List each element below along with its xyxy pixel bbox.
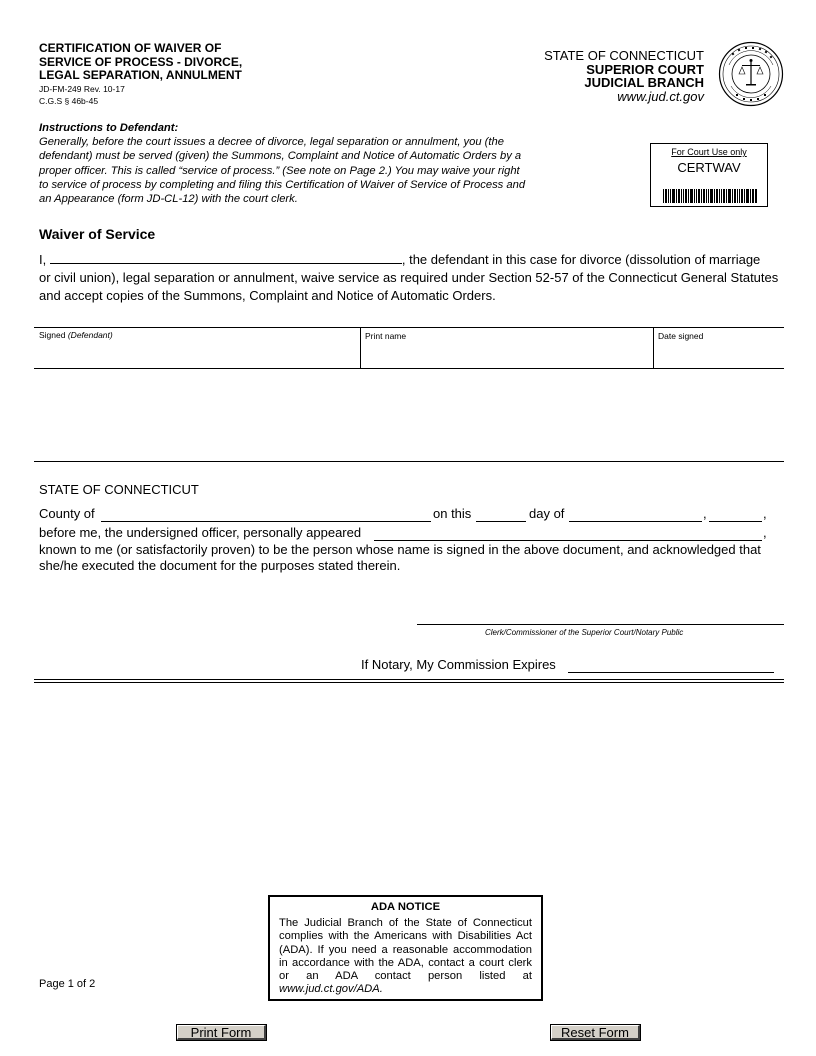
ack-comma-2: ,: [763, 506, 767, 521]
ack-known-text: known to me (or satisfactorily proven) to be the person whose name is signed in the above document, and acknowledged that she/he executed the document for the purposes stated therein.: [39, 542, 761, 573]
ack-state: STATE OF CONNECTICUT: [39, 482, 199, 497]
waiver-title: Waiver of Service: [39, 226, 156, 242]
court-header: [544, 49, 704, 103]
court-use-label: For Court Use only: [671, 147, 747, 157]
ack-day-of: day of: [529, 506, 565, 521]
print-name-field[interactable]: Print name: [365, 331, 407, 341]
branch-name: JUDICIAL BRANCH: [584, 75, 704, 90]
ack-before-me: before me, the undersigned officer, personally appeared: [39, 525, 362, 540]
instructions-text: Generally, before the court issues a decree of divorce, legal separation or annulment, you (the defendant) must be served (given) the Summons, Complaint and Notice of Automatic Orders by a proper officer. This is called “service of process.” (See note on Page 2.) You may waive your right to service of process by completing and filing this Certification of Waiver of Service of Process and an Appearance (form JD-CL-12) with the court clerk.: [39, 136, 526, 206]
waiver-text-line1: , the defendant in this case for divorce (dissolution of marriage: [401, 252, 761, 267]
clerk-signature-line[interactable]: [417, 624, 784, 625]
form-title-line-2: SERVICE OF PROCESS - DIVORCE,: [39, 54, 243, 69]
instructions-heading: Instructions to Defendant:: [39, 122, 179, 134]
instructions: [39, 121, 529, 206]
double-rule-bottom: [34, 682, 784, 683]
month-blank[interactable]: [569, 507, 702, 522]
ada-heading: ADA NOTICE: [370, 901, 441, 913]
year-blank[interactable]: [709, 507, 762, 522]
defendant-name-blank[interactable]: [50, 249, 402, 264]
double-rule-top: [34, 679, 784, 680]
date-signed-field[interactable]: Date signed: [658, 331, 704, 341]
signature-divider-1: [360, 327, 361, 368]
state-name: STATE OF CONNECTICUT: [544, 48, 704, 63]
form-title-line-1: CERTIFICATION OF WAIVER OF: [39, 41, 222, 55]
commission-expires-blank[interactable]: [568, 658, 774, 673]
clerk-label: Clerk/Commissioner of the Superior Court/Notary Public: [485, 628, 684, 637]
barcode-icon: [663, 189, 757, 203]
ack-on-this: on this: [433, 506, 472, 521]
county-blank[interactable]: [101, 507, 431, 522]
ada-notice: [268, 895, 543, 1001]
ada-link[interactable]: www.jud.ct.gov/ADA.: [279, 983, 383, 996]
waiver-paragraph: [39, 249, 779, 305]
signed-label-defendant: (Defendant): [67, 330, 113, 340]
ada-text: The Judicial Branch of the State of Connecticut complies with the Americans with Disabilities Act (ADA). If you need a reasonable accommodation in accordance with the ADA, contact a court clerk or an ADA contact person listed at: [279, 917, 532, 983]
print-form-button[interactable]: Print Form: [177, 1025, 266, 1040]
waiver-i-prefix: I,: [39, 252, 47, 267]
court-name: SUPERIOR COURT: [586, 61, 704, 77]
form-number: JD-FM-249 Rev. 10-17: [39, 84, 125, 94]
signature-divider-2: [653, 327, 654, 368]
reset-form-button[interactable]: Reset Form: [551, 1025, 640, 1040]
state-seal-icon: [718, 41, 784, 107]
appeared-person-blank[interactable]: [374, 526, 762, 541]
signed-field[interactable]: [39, 330, 113, 340]
statute-reference: C.G.S § 46b-45: [39, 96, 99, 106]
day-blank[interactable]: [476, 507, 526, 522]
court-use-code: CERTWAV: [677, 160, 741, 175]
form-title: [39, 42, 242, 83]
website-link[interactable]: www.jud.ct.gov: [617, 88, 704, 104]
signed-label: Signed: [39, 330, 68, 340]
signature-row-top-rule: [34, 327, 784, 328]
notary-label: If Notary, My Commission Expires: [361, 657, 556, 672]
signature-row-bottom-rule: [34, 368, 784, 369]
waiver-text-rest: or civil union), legal separation or annulment, waive service as required under Section 52-57 of the Connecticut General Statutes and accept copies of the Summons, Complaint and Notice of Automatic Orders.: [39, 270, 779, 303]
page-number: Page 1 of 2: [39, 978, 96, 990]
ack-comma-1: ,: [703, 506, 707, 521]
acknowledgment-top-rule: [34, 461, 784, 462]
form-title-line-3: LEGAL SEPARATION, ANNULMENT: [39, 68, 242, 82]
court-use-box: [650, 143, 768, 207]
ack-county-label: County of: [39, 506, 95, 521]
ack-comma-3: ,: [763, 525, 767, 540]
